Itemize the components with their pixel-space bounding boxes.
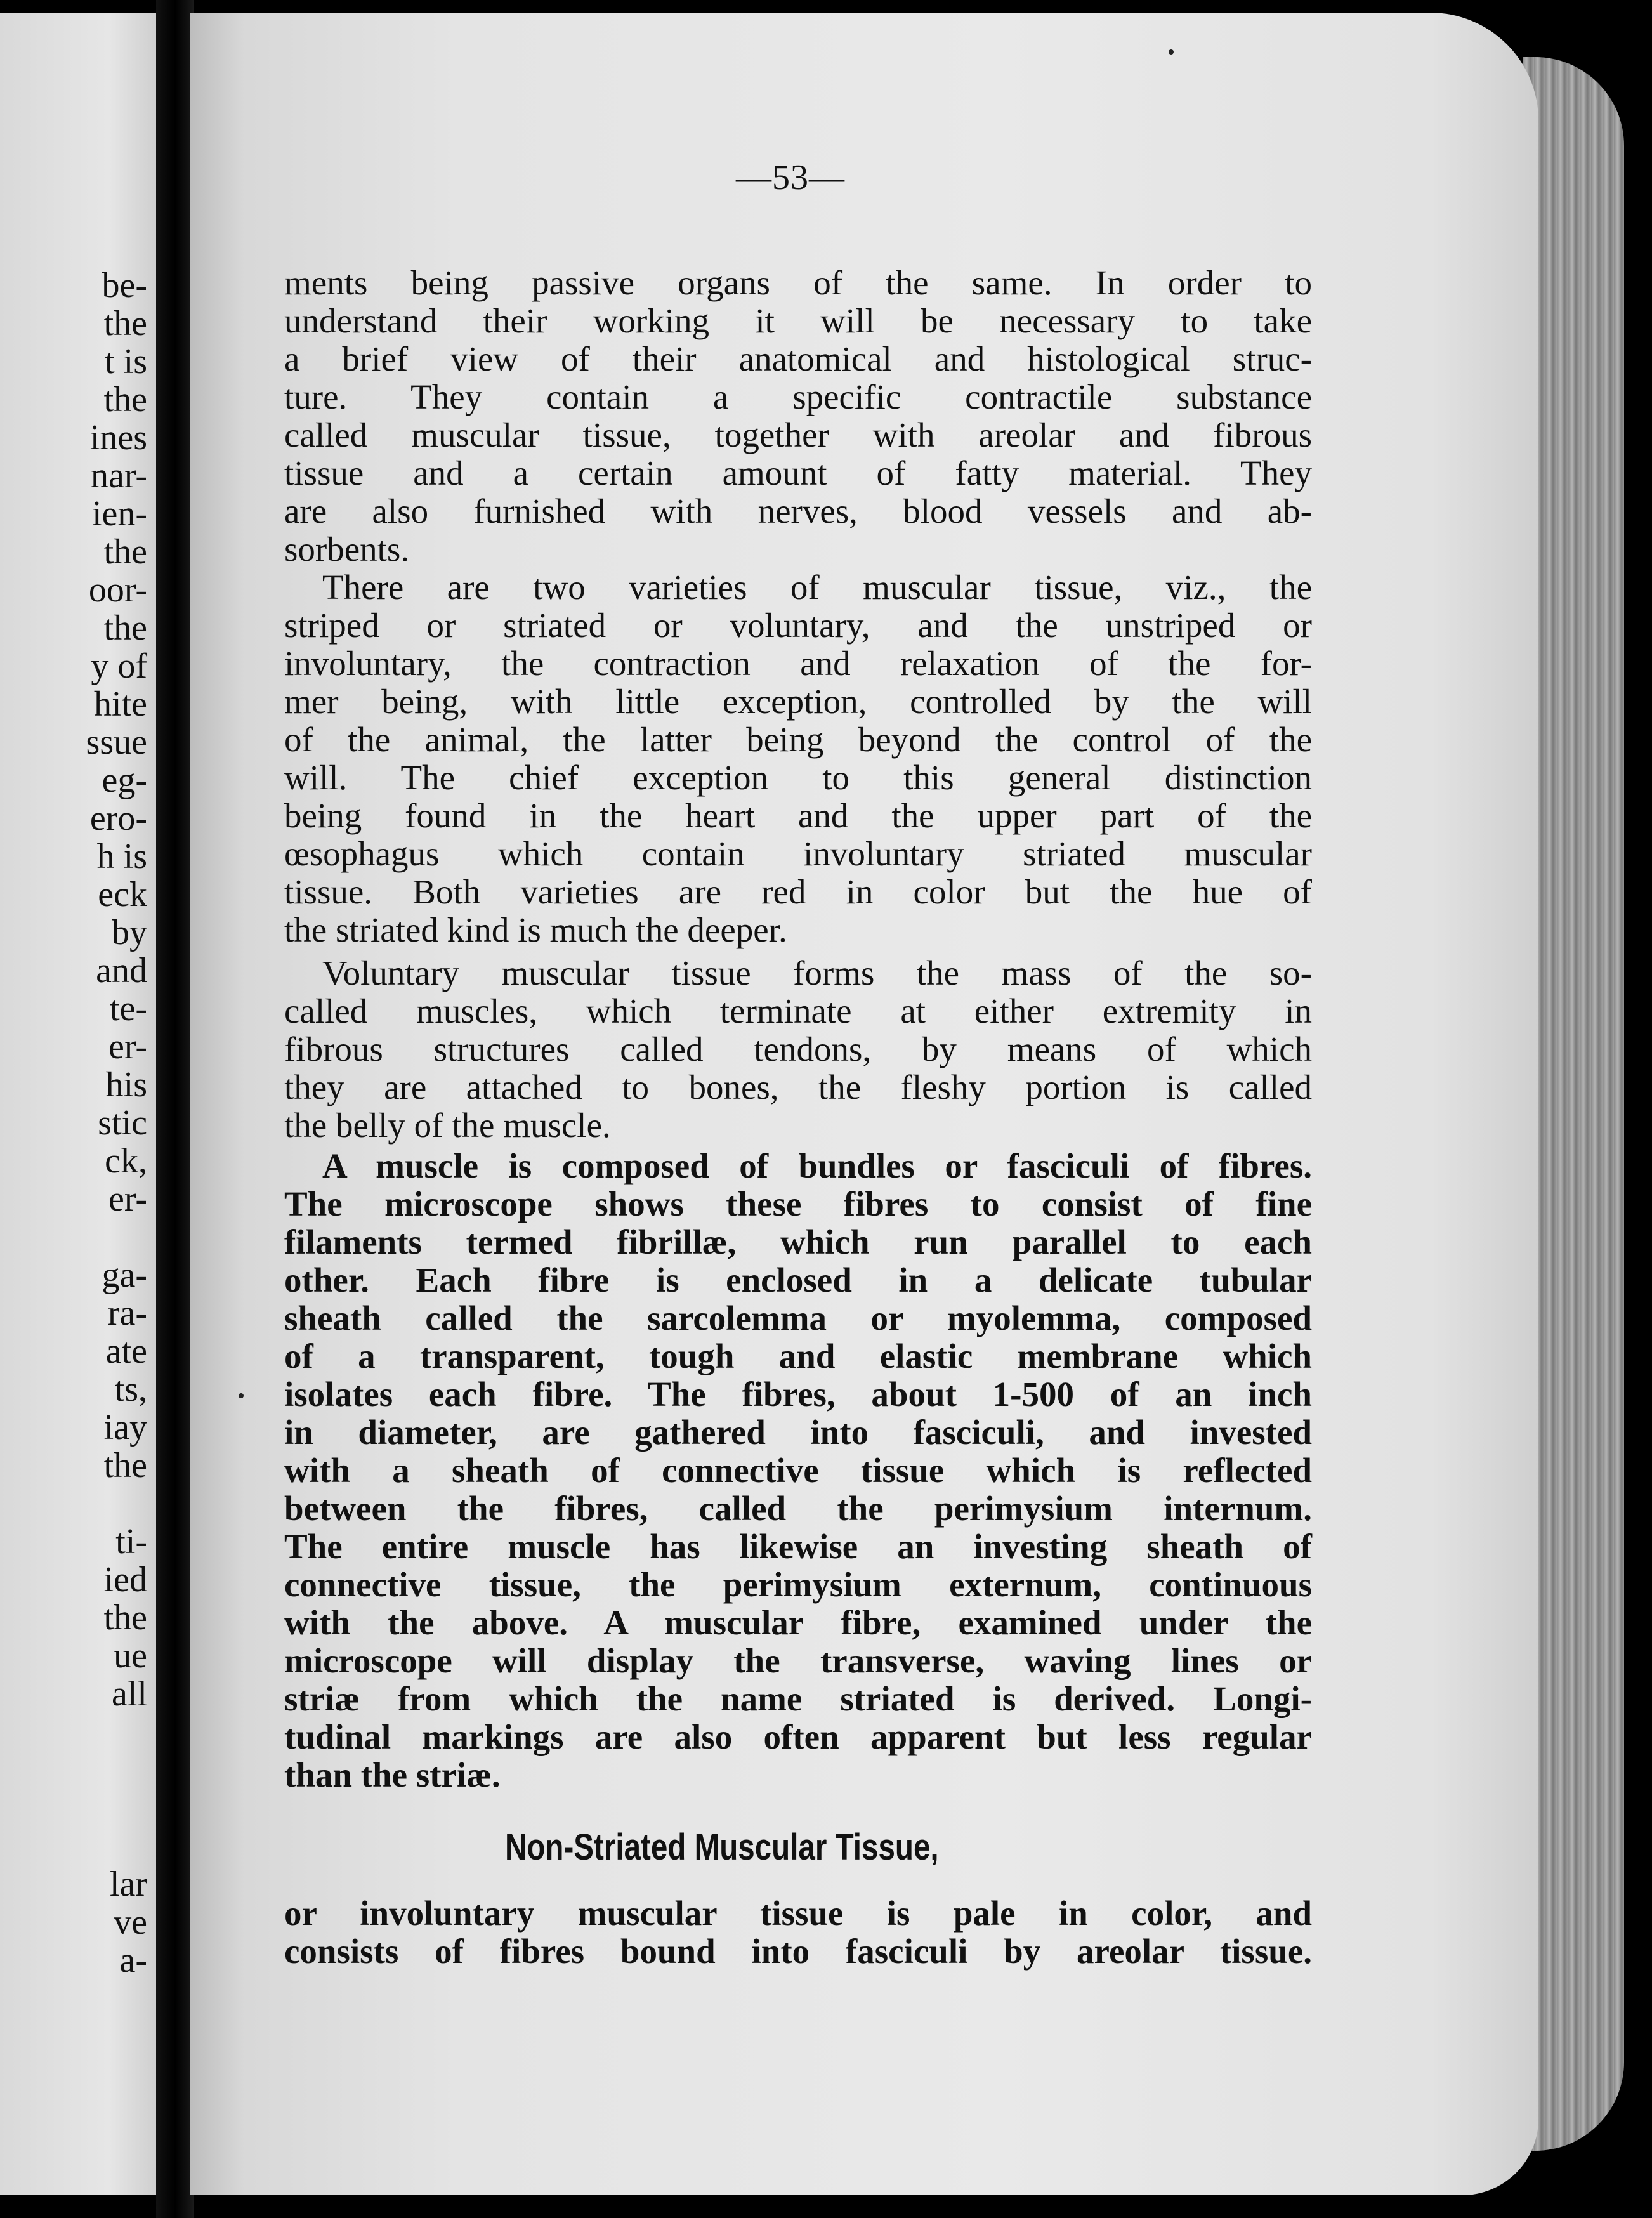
- left-fragment: the: [103, 532, 147, 572]
- left-fragment: his: [105, 1065, 147, 1105]
- text-line: tissue and a certain amount of fatty material. They: [284, 454, 1312, 492]
- left-fragment: ssue: [86, 723, 147, 762]
- text-line: A muscle is composed of bundles or fasciculi of fibres.: [322, 1146, 1312, 1185]
- text-line: or involuntary muscular tissue is pale in color, and: [284, 1894, 1312, 1933]
- left-fragment: t is: [105, 342, 147, 381]
- left-fragment: the: [103, 1598, 147, 1637]
- text-line: fibrous structures called tendons, by means of which: [284, 1030, 1312, 1068]
- text-line: other. Each fibre is enclosed in a delicate tubular: [284, 1261, 1312, 1299]
- text-line: tissue. Both varieties are red in color but the hue of: [284, 872, 1312, 911]
- left-fragment: ied: [103, 1560, 147, 1599]
- text-line: called muscles, which terminate at either extremity in: [284, 992, 1312, 1030]
- left-fragment: eck: [98, 875, 147, 914]
- left-fragment: y of: [91, 646, 147, 686]
- section-heading: Non-Striated Muscular Tissue,: [505, 1827, 939, 1868]
- text-line: with the above. A muscular fibre, examined under the: [284, 1603, 1312, 1642]
- text-line: called muscular tissue, together with areolar and fibrous: [284, 416, 1312, 454]
- text-line: they are attached to bones, the fleshy portion is called: [284, 1068, 1312, 1106]
- left-fragment: ga-: [102, 1256, 147, 1295]
- text-line: will. The chief exception to this general distinction: [284, 758, 1312, 797]
- text-line: The microscope shows these fibres to consist of fine: [284, 1184, 1312, 1223]
- left-fragment: stic: [98, 1103, 147, 1143]
- left-fragment: ck,: [105, 1141, 147, 1181]
- left-fragment: oor-: [88, 570, 147, 610]
- left-fragment: by: [112, 913, 147, 952]
- left-fragment: a-: [119, 1941, 147, 1980]
- left-fragment: er-: [108, 1027, 147, 1066]
- text-line: the striated kind is much the deeper.: [284, 910, 787, 949]
- text-line: microscope will display the transverse, waving lines or: [284, 1641, 1312, 1680]
- left-fragment: the: [103, 304, 147, 343]
- left-fragment: ve: [114, 1903, 147, 1942]
- left-fragment: ra-: [107, 1294, 147, 1333]
- left-fragment: ue: [114, 1636, 147, 1676]
- page-number: —53—: [736, 158, 845, 197]
- text-line: striæ from which the name striated is derived. Longi-: [284, 1679, 1312, 1718]
- text-line: a brief view of their anatomical and histological struc-: [284, 339, 1312, 378]
- left-fragment: iay: [103, 1408, 147, 1447]
- left-fragment: hite: [94, 685, 147, 724]
- left-fragment: the: [103, 380, 147, 419]
- text-line: Voluntary muscular tissue forms the mass of the so-: [322, 954, 1312, 992]
- left-fragment: the: [103, 608, 147, 648]
- left-page-fragment: [0, 13, 156, 2195]
- left-fragment: ien-: [91, 494, 147, 534]
- text-line: involuntary, the contraction and relaxation of the for-: [284, 644, 1312, 683]
- left-fragment: er-: [108, 1179, 147, 1219]
- left-fragment: ero-: [89, 799, 147, 838]
- text-line: The entire muscle has likewise an investing sheath of: [284, 1527, 1312, 1566]
- text-line: mer being, with little exception, controlled by the will: [284, 682, 1312, 721]
- left-fragment: eg-: [102, 761, 147, 800]
- text-line: consists of fibres bound into fasciculi by areolar tissue.: [284, 1932, 1312, 1971]
- left-fragment: and: [96, 951, 147, 990]
- left-fragment: lar: [109, 1865, 147, 1904]
- text-line: the belly of the muscle.: [284, 1106, 611, 1145]
- text-line: striped or striated or voluntary, and the unstriped or: [284, 606, 1312, 645]
- text-line: ture. They contain a specific contractile substance: [284, 377, 1312, 416]
- print-speck: [1169, 49, 1174, 55]
- text-line: of a transparent, tough and elastic membrane which: [284, 1337, 1312, 1375]
- text-line: isolates each fibre. The fibres, about 1-500 of an inch: [284, 1375, 1312, 1414]
- text-line: sheath called the sarcolemma or myolemma, composed: [284, 1299, 1312, 1337]
- text-line: connective tissue, the perimysium externum, continuous: [284, 1565, 1312, 1604]
- text-line: filaments termed fibrillæ, which run parallel to each: [284, 1223, 1312, 1261]
- left-fragment: nar-: [90, 456, 147, 495]
- book-gutter: [156, 0, 194, 2218]
- left-fragment: ate: [105, 1332, 147, 1371]
- left-fragment: te-: [109, 989, 147, 1028]
- left-fragment: all: [112, 1674, 147, 1714]
- text-line: with a sheath of connective tissue which is reflected: [284, 1451, 1312, 1490]
- text-line: of the animal, the latter being beyond the control of the: [284, 720, 1312, 759]
- text-line: There are two varieties of muscular tissue, viz., the: [322, 568, 1312, 607]
- left-fragment: h is: [96, 837, 147, 876]
- text-line: œsophagus which contain involuntary striated muscular: [284, 834, 1312, 873]
- text-line: understand their working it will be necessary to take: [284, 301, 1312, 340]
- text-line: between the fibres, called the perimysium internum.: [284, 1489, 1312, 1528]
- print-speck: [239, 1393, 244, 1398]
- text-line: sorbents.: [284, 530, 410, 568]
- text-line: are also furnished with nerves, blood vessels and ab-: [284, 492, 1312, 530]
- text-line: tudinal markings are also often apparent but less regular: [284, 1717, 1312, 1756]
- text-line: ments being passive organs of the same. In order to: [284, 263, 1312, 302]
- left-fragment: be-: [102, 266, 147, 305]
- text-line: than the striæ.: [284, 1755, 501, 1794]
- text-line: in diameter, are gathered into fasciculi, and invested: [284, 1413, 1312, 1452]
- text-line: being found in the heart and the upper part of the: [284, 796, 1312, 835]
- left-fragment: ti-: [115, 1522, 147, 1561]
- left-fragment: ines: [89, 418, 147, 457]
- left-fragment: the: [103, 1446, 147, 1485]
- left-fragment: ts,: [114, 1370, 147, 1409]
